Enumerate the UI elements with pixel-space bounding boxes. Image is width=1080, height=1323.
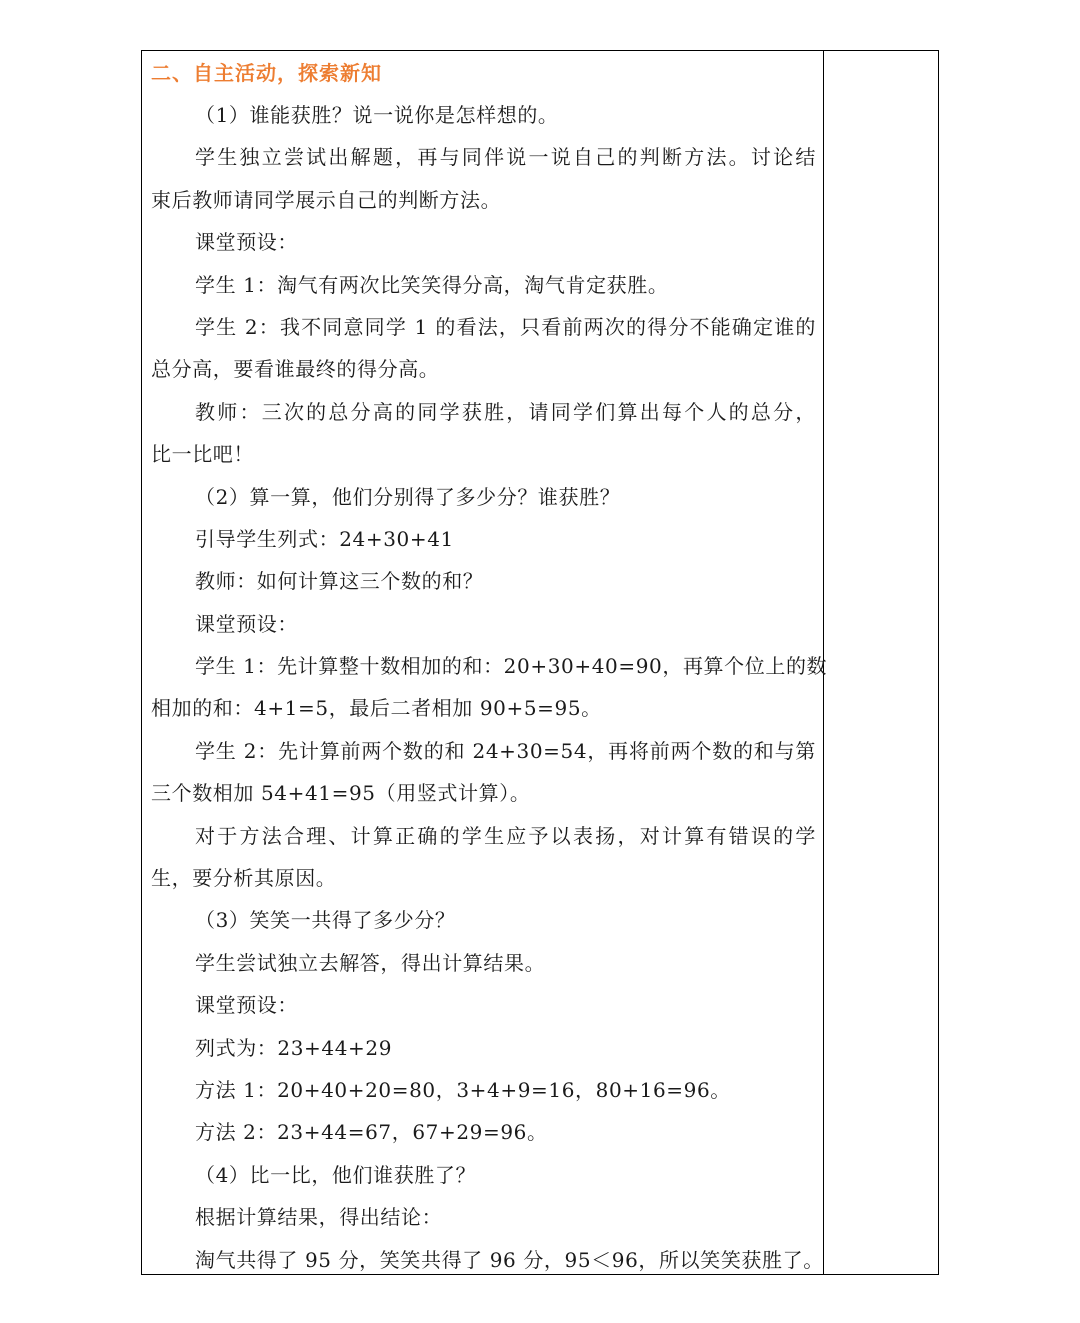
paragraph-line: 学生 2：先计算前两个数的和 24+30=54，再将前两个数的和与第 <box>195 738 816 763</box>
paragraph-line: 学生独立尝试出解题，再与同伴说一说自己的判断方法。讨论结 <box>195 145 816 170</box>
paragraph-line: 对于方法合理、计算正确的学生应予以表扬，对计算有错误的学 <box>195 823 816 848</box>
paragraph-line: 根据计算结果，得出结论： <box>195 1205 443 1230</box>
method-line: 方法 2：23+44=67，67+29=96。 <box>195 1120 548 1145</box>
paragraph-line: 学生 2：我不同意同学 1 的看法，只看前两次的得分不能确定谁的 <box>195 314 816 339</box>
classroom-preset-label: 课堂预设： <box>195 230 298 255</box>
paragraph-line: 三个数相加 54+41=95（用竖式计算）。 <box>151 781 531 806</box>
formula-line: 列式为：23+44+29 <box>195 1035 393 1060</box>
classroom-preset-label: 课堂预设： <box>195 993 298 1018</box>
question-3: （3）笑笑一共得了多少分？ <box>195 908 456 933</box>
classroom-preset-label: 课堂预设： <box>195 611 298 636</box>
paragraph-line: 束后教师请同学展示自己的判断方法。 <box>151 187 502 212</box>
question-2: （2）算一算，他们分别得了多少分？谁获胜？ <box>195 484 621 509</box>
question-4: （4）比一比，他们谁获胜了？ <box>195 1162 477 1187</box>
paragraph-line: 相加的和：4+1=5，最后二者相加 90+5=95。 <box>151 696 602 721</box>
conclusion-line: 淘气共得了 95 分，笑笑共得了 96 分，95＜96，所以笑笑获胜了。 <box>195 1247 824 1272</box>
paragraph-line: 学生尝试独立去解答，得出计算结果。 <box>195 950 546 975</box>
paragraph-line: 比一比吧！ <box>151 442 254 467</box>
paragraph-line: 教师：三次的总分高的同学获胜，请同学们算出每个人的总分， <box>195 399 816 424</box>
teacher-prompt: 教师：如何计算这三个数的和？ <box>195 569 484 594</box>
question-1: （1）谁能获胜？说一说你是怎样想的。 <box>195 103 559 127</box>
method-line: 方法 1：20+40+20=80，3+4+9=16，80+16=96。 <box>195 1077 731 1102</box>
paragraph-line: 生，要分析其原因。 <box>151 866 337 891</box>
paragraph-line: 学生 1：先计算整十数相加的和：20+30+40=90，再算个位上的数 <box>195 654 828 679</box>
student-answer: 学生 1：淘气有两次比笑笑得分高，淘气肯定获胜。 <box>195 272 669 297</box>
section-heading: 二、自主活动，探索新知 <box>151 61 382 85</box>
formula-line: 引导学生列式：24+30+41 <box>195 526 454 551</box>
paragraph-line: 总分高，要看谁最终的得分高。 <box>151 357 440 382</box>
lesson-content-cell <box>151 52 828 1281</box>
